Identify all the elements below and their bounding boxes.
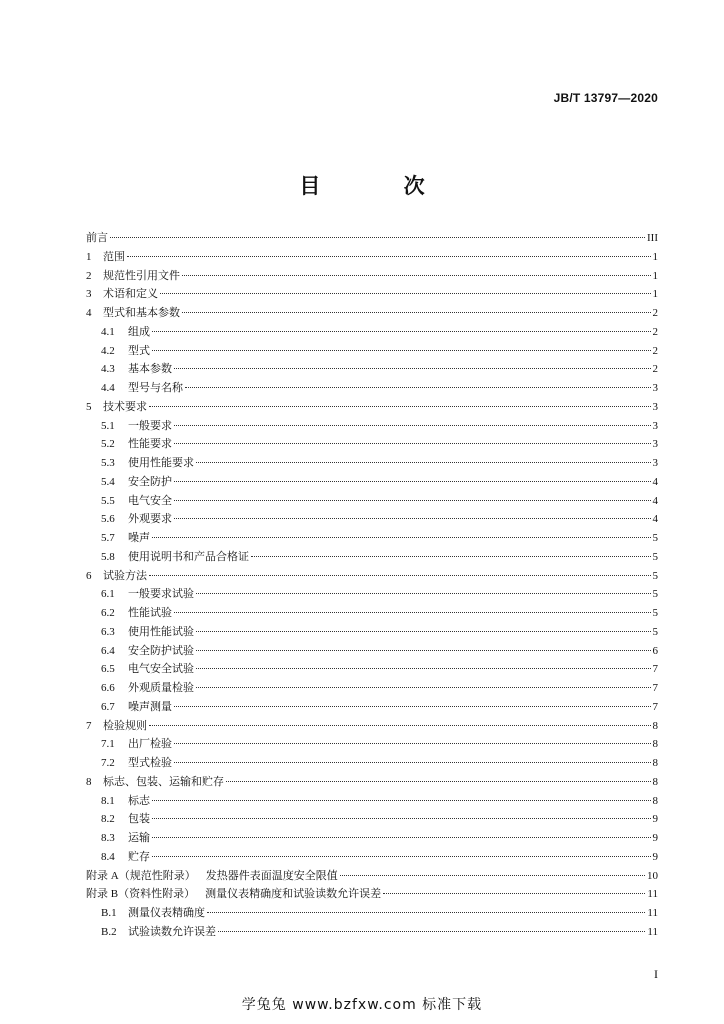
toc-entry-title: 一般要求试验 (128, 587, 194, 601)
dot-leader (196, 668, 651, 669)
toc-entry-number: 附录 A（规范性附录） (86, 869, 196, 882)
toc-entry-title: 运输 (128, 831, 150, 844)
toc-entry-page: 5 (652, 569, 658, 582)
toc-entry[interactable] (86, 754, 658, 773)
dot-leader (196, 593, 651, 594)
dot-leader (174, 612, 651, 613)
toc-entry-page: 2 (652, 325, 658, 338)
dot-leader (185, 387, 651, 388)
toc-entry-page: 2 (652, 363, 658, 376)
toc-entry-page: 8 (652, 757, 658, 769)
toc-entry-number: 4.3 (101, 363, 115, 376)
toc-entry-title: 型式和基本参数 (103, 306, 180, 319)
toc-entry-number: 5.8 (101, 550, 115, 563)
toc-entry-page: 8 (652, 775, 658, 788)
toc-entry-number: 6.6 (101, 682, 115, 694)
toc-entry-number: B.2 (101, 925, 117, 938)
toc-entry-page: 5 (652, 532, 658, 544)
toc-entry-page: 5 (652, 625, 658, 638)
toc-entry-title: 范围 (103, 249, 125, 263)
dot-leader (251, 556, 651, 557)
toc-entry-number: 5.3 (101, 457, 115, 469)
toc-entry-page: 7 (652, 682, 658, 694)
toc-entry-number: 8.2 (101, 813, 115, 826)
toc-entry-number: 5.7 (101, 532, 115, 544)
dot-leader (149, 575, 651, 576)
dot-leader (383, 893, 645, 894)
toc-entry-number: 5.1 (101, 419, 115, 432)
toc-entry[interactable] (86, 773, 658, 792)
toc-entry-page: 11 (647, 925, 658, 938)
dot-leader (196, 687, 651, 688)
toc-entry-page: 9 (652, 813, 658, 826)
toc-entry-title: 检验规则 (103, 718, 147, 732)
toc-entry-page: 2 (652, 344, 658, 357)
toc-entry-page: 4 (652, 494, 658, 507)
toc-entry-page: 8 (652, 738, 658, 751)
toc-entry-number: 6.2 (101, 607, 115, 619)
toc-entry[interactable] (86, 323, 658, 342)
dot-leader (152, 800, 651, 801)
dot-leader (174, 368, 651, 369)
toc-entry[interactable] (86, 285, 658, 304)
dot-leader (152, 350, 651, 351)
dot-leader (174, 743, 651, 744)
toc-entry-title: 测量仪表精确度和试验读数允许误差 (205, 887, 382, 901)
toc-entry-page: 1 (652, 269, 658, 282)
toc-entry-title: 发热器件表面温度安全限值 (205, 868, 338, 882)
dot-leader (182, 312, 651, 313)
toc-entry-number: 5.6 (101, 513, 115, 526)
dot-leader (226, 781, 651, 782)
toc-entry-number: 4.1 (101, 325, 115, 338)
toc-entry-number: 5.4 (101, 475, 115, 488)
toc-entry[interactable] (86, 342, 658, 361)
toc-entry[interactable] (86, 454, 658, 473)
toc-entry[interactable] (86, 904, 658, 923)
toc-entry-page: 3 (652, 438, 658, 451)
page-number: I (654, 967, 658, 981)
dot-leader (196, 631, 651, 632)
toc-entry-title: 型式 (128, 343, 150, 357)
toc-entry[interactable] (86, 567, 658, 586)
toc-entry[interactable] (86, 267, 658, 286)
dot-leader (218, 931, 645, 932)
toc-entry-title: 型号与名称 (128, 381, 183, 394)
toc-entry-page: 4 (652, 513, 658, 526)
toc-entry-number: 6 (86, 569, 92, 582)
toc-entry-page: 4 (652, 475, 658, 488)
toc-entry-title: 外观要求 (128, 512, 172, 526)
dot-leader (340, 875, 645, 876)
toc-entry-title: 性能要求 (128, 437, 172, 451)
toc-entry[interactable] (86, 735, 658, 754)
toc-entry[interactable] (86, 642, 658, 661)
toc-entry[interactable] (86, 698, 658, 717)
toc-entry[interactable] (86, 923, 658, 942)
toc-entry[interactable] (86, 848, 658, 867)
toc-entry-page: 5 (652, 550, 658, 563)
dot-leader (207, 912, 645, 913)
toc-entry-page: 3 (652, 419, 658, 432)
toc-entry-title: 外观质量检验 (128, 681, 194, 694)
dot-leader (149, 406, 651, 407)
toc-entry[interactable] (86, 248, 658, 267)
toc-entry[interactable] (86, 360, 658, 379)
toc-entry-title: 规范性引用文件 (103, 268, 180, 282)
dot-leader (152, 856, 651, 857)
dot-leader (110, 237, 645, 238)
toc-entry-title: 安全防护试验 (128, 643, 194, 657)
dot-leader (174, 500, 651, 501)
dot-leader (160, 293, 651, 294)
toc-entry[interactable] (86, 510, 658, 529)
toc-entry-page: 9 (652, 832, 658, 844)
toc-entry-page: 3 (652, 457, 658, 469)
dot-leader (152, 537, 651, 538)
toc-entry-title: 使用性能试验 (128, 624, 194, 638)
toc-entry-title: 一般要求 (128, 418, 172, 432)
toc-entry-title: 型式检验 (128, 756, 172, 769)
toc-entry-number: 4 (86, 307, 92, 319)
toc-entry-title: 试验读数允许误差 (128, 924, 216, 938)
toc-entry-title: 试验方法 (103, 568, 147, 582)
toc-entry[interactable] (86, 548, 658, 567)
toc-entry-number: 4.4 (101, 382, 115, 394)
toc-entry-title: 出厂检验 (128, 737, 172, 751)
toc-entry-page: 3 (652, 382, 658, 394)
dot-leader (127, 256, 651, 257)
toc-entry-title: 技术要求 (103, 399, 147, 413)
toc-entry-number: 8.1 (101, 794, 115, 807)
toc-entry[interactable] (86, 829, 658, 848)
toc-entry-number: 6.3 (101, 625, 115, 638)
toc-entry-page: 11 (647, 907, 658, 919)
dot-leader (152, 331, 651, 332)
toc-entry-title: 安全防护 (128, 474, 172, 488)
toc-entry-page: 5 (652, 607, 658, 619)
toc-entry-title: 使用说明书和产品合格证 (128, 549, 249, 563)
toc-entry-title: 基本参数 (128, 362, 172, 376)
dot-leader (174, 425, 651, 426)
toc-entry-page: 7 (652, 700, 658, 713)
footer-watermark: 学兔兔 www.bzfxw.com 标准下载 (241, 997, 483, 1013)
dot-leader (182, 275, 651, 276)
toc-entry-number: 5 (86, 400, 92, 413)
toc-entry-number: 6.1 (101, 588, 115, 601)
toc-entry[interactable] (86, 660, 658, 679)
toc-entry-number: 7 (86, 719, 92, 732)
toc-entry[interactable] (86, 304, 658, 323)
toc-entry-number: 8.3 (101, 832, 115, 844)
toc-entry-title: 标志、包装、运输和贮存 (103, 774, 224, 788)
toc-entry-number: 6.5 (101, 663, 115, 676)
toc-entry[interactable] (86, 585, 658, 604)
toc-entry-number: 6.7 (101, 700, 115, 713)
toc-entry-number: 1 (86, 250, 92, 263)
toc-entry-page: 10 (647, 869, 658, 882)
toc-entry-number: 2 (86, 269, 92, 282)
page-title: 目 次 (299, 174, 463, 198)
toc-entry-number: 7.2 (101, 757, 115, 769)
toc-entry-page: III (647, 232, 658, 244)
table-of-contents (86, 229, 658, 942)
toc-entry-title: 噪声 (128, 531, 150, 544)
toc-entry[interactable] (86, 717, 658, 736)
dot-leader (149, 725, 651, 726)
toc-entry-page: 11 (647, 888, 658, 901)
toc-entry-title: 电气安全试验 (128, 662, 194, 676)
toc-entry-page: 5 (652, 588, 658, 601)
toc-entry-number: B.1 (101, 907, 117, 919)
toc-entry-page: 1 (652, 288, 658, 301)
toc-entry-number: 附录 B（资料性附录） (86, 888, 196, 901)
dot-leader (152, 837, 651, 838)
toc-entry-number: 6.4 (101, 644, 115, 657)
toc-entry-number: 3 (86, 288, 92, 301)
dot-leader (174, 706, 651, 707)
toc-entry-title: 术语和定义 (103, 287, 158, 301)
toc-entry-title: 贮存 (128, 849, 150, 863)
dot-leader (174, 518, 651, 519)
dot-leader (174, 481, 651, 482)
toc-entry-title: 使用性能要求 (128, 456, 194, 469)
toc-entry[interactable] (86, 867, 658, 886)
toc-entry[interactable] (86, 473, 658, 492)
toc-entry-title: 前言 (86, 231, 108, 244)
toc-entry[interactable] (86, 435, 658, 454)
toc-entry[interactable] (86, 379, 658, 398)
toc-entry-title: 性能试验 (128, 606, 172, 619)
toc-entry-page: 9 (652, 850, 658, 863)
toc-entry-number: 4.2 (101, 344, 115, 357)
toc-entry[interactable] (86, 417, 658, 436)
toc-entry[interactable] (86, 810, 658, 829)
toc-entry-number: 8.4 (101, 850, 115, 863)
toc-entry[interactable] (86, 229, 658, 248)
dot-leader (174, 443, 651, 444)
toc-entry-title: 电气安全 (128, 493, 172, 507)
toc-entry-title: 噪声测量 (128, 699, 172, 713)
toc-entry-page: 8 (652, 719, 658, 732)
toc-entry-number: 5.5 (101, 494, 115, 507)
dot-leader (196, 462, 651, 463)
toc-entry[interactable] (86, 398, 658, 417)
toc-entry-title: 组成 (128, 324, 150, 338)
toc-entry[interactable] (86, 529, 658, 548)
toc-entry-page: 3 (652, 400, 658, 413)
toc-entry[interactable] (86, 679, 658, 698)
dot-leader (174, 762, 651, 763)
document-code: JB/T 13797—2020 (553, 91, 658, 105)
toc-entry-page: 2 (652, 307, 658, 319)
toc-entry[interactable] (86, 492, 658, 511)
toc-entry-page: 1 (652, 250, 658, 263)
toc-entry-page: 7 (652, 663, 658, 676)
toc-entry-number: 8 (86, 775, 92, 788)
toc-entry[interactable] (86, 623, 658, 642)
toc-entry-title: 标志 (128, 793, 150, 807)
dot-leader (152, 818, 651, 819)
toc-entry-page: 8 (652, 794, 658, 807)
toc-entry-title: 包装 (128, 812, 150, 826)
toc-entry[interactable] (86, 885, 658, 904)
toc-entry-number: 5.2 (101, 438, 115, 451)
toc-entry-page: 6 (652, 644, 658, 657)
toc-entry-title: 测量仪表精确度 (128, 906, 205, 919)
toc-entry[interactable] (86, 792, 658, 811)
toc-entry[interactable] (86, 604, 658, 623)
toc-entry-number: 7.1 (101, 738, 115, 751)
dot-leader (196, 650, 651, 651)
